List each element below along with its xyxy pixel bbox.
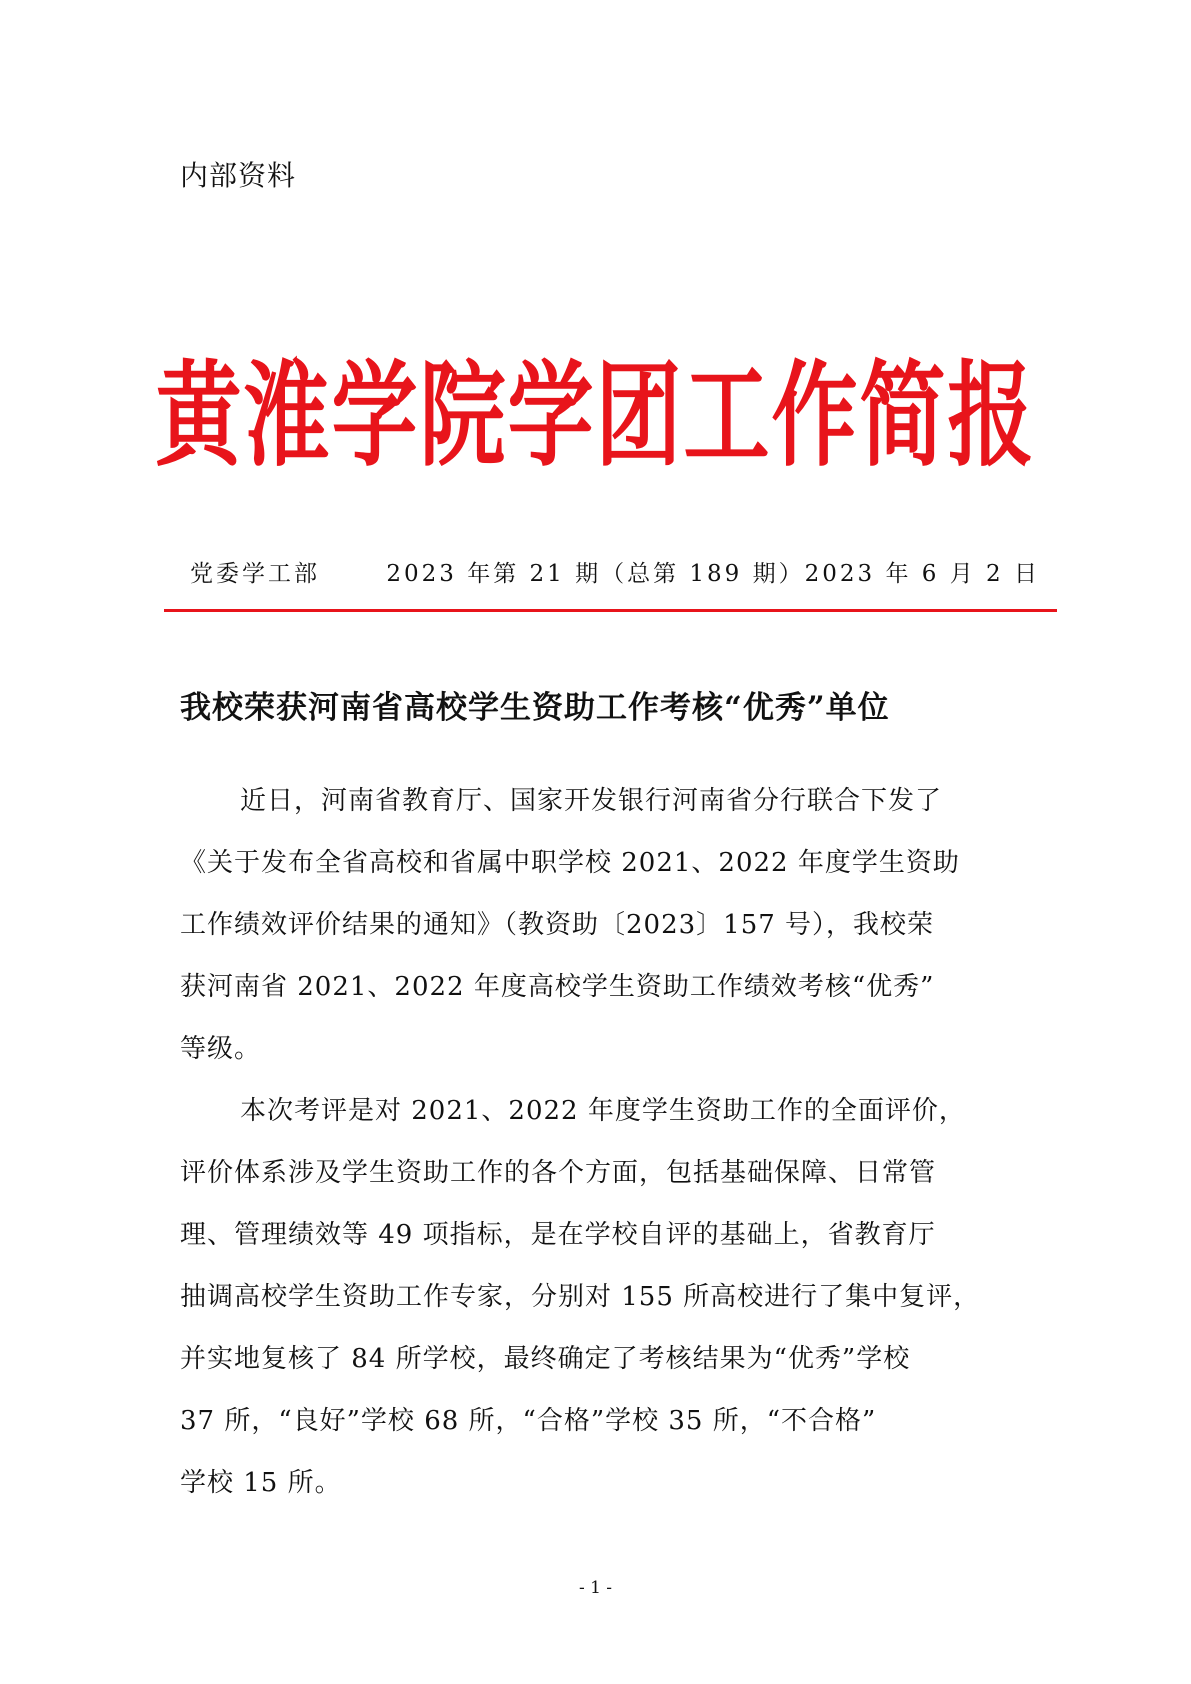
bulletin-masthead: 黄淮学院学团工作简报 [155, 350, 1036, 483]
paragraph-line: 本次考评是对 2021、2022 年度学生资助工作的全面评价， [240, 1096, 966, 1126]
paragraph-line: 37 所，“良好”学校 68 所，“合格”学校 35 所，“不合格” [180, 1406, 877, 1436]
paragraph-line: 《关于发布全省高校和省属中职学校 2021、2022 年度学生资助 [180, 848, 960, 878]
paragraph-line: 等级。 [180, 1034, 262, 1064]
article-paragraph-1 [180, 770, 1020, 1080]
internal-material-label: 内部资料 [180, 159, 297, 192]
issue-info-line [190, 555, 1040, 588]
article-title: 我校荣获河南省高校学生资助工作考核“优秀”单位 [180, 690, 890, 726]
issue-date: 2023 年 6 月 2 日 [804, 561, 1040, 587]
paragraph-line: 抽调高校学生资助工作专家，分别对 155 所高校进行了集中复评， [180, 1282, 981, 1312]
paragraph-line: 并实地复核了 84 所学校，最终确定了考核结果为“优秀”学校 [180, 1344, 911, 1374]
paragraph-line: 学校 15 所。 [180, 1468, 342, 1498]
article-paragraph-2 [180, 1080, 1020, 1514]
paragraph-line: 理、管理绩效等 49 项指标，是在学校自评的基础上，省教育厅 [180, 1220, 936, 1250]
paragraph-line: 近日，河南省教育厅、国家开发银行河南省分行联合下发了 [240, 786, 943, 816]
page-number: - 1 - [578, 1578, 613, 1598]
red-divider-rule [164, 609, 1057, 612]
issue-number: 2023 年第 21 期（总第 189 期） [386, 561, 805, 587]
department-name: 党委学工部 [190, 561, 320, 587]
paragraph-line: 工作绩效评价结果的通知》（教资助〔2023〕157 号），我校荣 [180, 910, 935, 940]
paragraph-line: 获河南省 2021、2022 年度高校学生资助工作绩效考核“优秀” [180, 972, 935, 1002]
paragraph-line: 评价体系涉及学生资助工作的各个方面，包括基础保障、日常管 [180, 1158, 937, 1188]
